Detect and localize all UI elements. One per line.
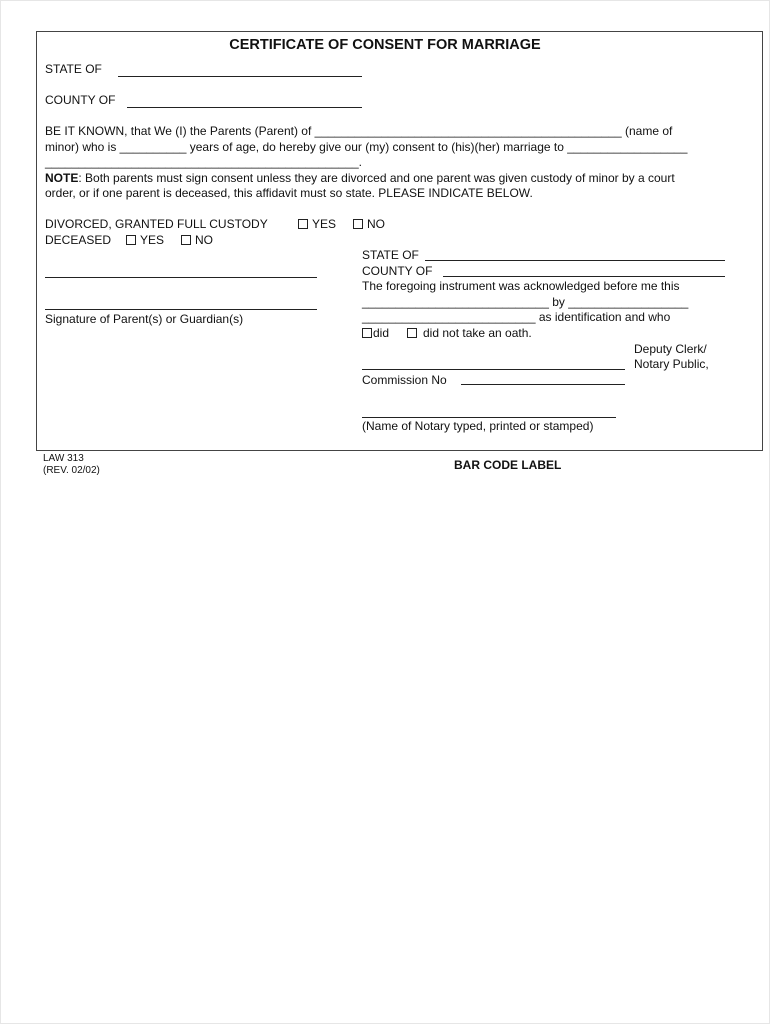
divorced-label: DIVORCED, GRANTED FULL CUSTODY <box>45 217 268 231</box>
notary-signature-line[interactable] <box>362 369 625 370</box>
state-of-label: STATE OF <box>45 62 102 76</box>
notary-county-of-label: COUNTY OF <box>362 264 433 278</box>
notary-public-label: Notary Public, <box>634 357 709 371</box>
divorced-yes[interactable] <box>298 217 336 231</box>
oath-did-label: did <box>373 326 390 340</box>
parent-signature-line-1[interactable] <box>45 277 317 278</box>
commission-no-field[interactable] <box>461 384 625 385</box>
deceased-no-checkbox[interactable] <box>181 235 191 245</box>
deceased-yes-label: YES <box>140 233 165 247</box>
notary-county-of-field[interactable] <box>443 276 725 277</box>
note-text-1: : Both parents must sign consent unless they are divorced and one parent was given custody of minor by a court <box>78 171 675 185</box>
form-revision: (REV. 02/02) <box>43 465 100 476</box>
bar-code-label: BAR CODE LABEL <box>454 458 562 472</box>
note-line-1 <box>45 171 675 185</box>
be-it-known-line-3: _______________________________________________. <box>45 155 363 169</box>
notary-identification-line: __________________________ as identification and who <box>362 310 671 324</box>
oath-did-not[interactable] <box>407 326 532 340</box>
deceased-yes-checkbox[interactable] <box>126 235 136 245</box>
signature-label: Signature of Parent(s) or Guardian(s) <box>45 312 244 326</box>
form-title: CERTIFICATE OF CONSENT FOR MARRIAGE <box>229 37 541 53</box>
oath-did-checkbox[interactable] <box>362 328 372 338</box>
form-number: LAW 313 <box>43 453 84 464</box>
deceased-no[interactable] <box>181 233 213 247</box>
notary-state-of-field[interactable] <box>425 260 725 261</box>
county-of-label: COUNTY OF <box>45 93 116 107</box>
deceased-yes[interactable] <box>126 233 164 247</box>
divorced-yes-label: YES <box>312 217 337 231</box>
deceased-no-label: NO <box>195 233 213 247</box>
state-of-field[interactable] <box>118 76 362 77</box>
notary-state-of-label: STATE OF <box>362 248 419 262</box>
notary-by-line: ____________________________ by __________________ <box>362 295 689 309</box>
oath-did-not-label: did not take an oath. <box>423 326 532 340</box>
deputy-clerk-label: Deputy Clerk/ <box>634 342 707 356</box>
divorced-no-checkbox[interactable] <box>353 219 363 229</box>
notary-name-label: (Name of Notary typed, printed or stamped) <box>362 419 594 433</box>
county-of-field[interactable] <box>127 107 362 108</box>
divorced-yes-checkbox[interactable] <box>298 219 308 229</box>
notary-name-line[interactable] <box>362 417 616 418</box>
divorced-no-label: NO <box>367 217 385 231</box>
note-line-2: order, or if one parent is deceased, this affidavit must so state. PLEASE INDICATE BELOW. <box>45 186 533 200</box>
deceased-label: DECEASED <box>45 233 112 247</box>
note-label: NOTE <box>45 171 79 185</box>
notary-acknowledged-text: The foregoing instrument was acknowledged before me this <box>362 279 680 293</box>
commission-no-label: Commission No <box>362 373 447 387</box>
oath-did-not-checkbox[interactable] <box>407 328 417 338</box>
parent-signature-line-2[interactable] <box>45 309 317 310</box>
divorced-no[interactable] <box>353 217 385 231</box>
be-it-known-line-1: BE IT KNOWN, that We (I) the Parents (Parent) of ______________________________________________ (name of <box>45 124 673 138</box>
oath-did[interactable] <box>362 326 389 340</box>
be-it-known-line-2: minor) who is __________ years of age, do hereby give our (my) consent to (his)(her) marriage to __________________ <box>45 140 688 154</box>
